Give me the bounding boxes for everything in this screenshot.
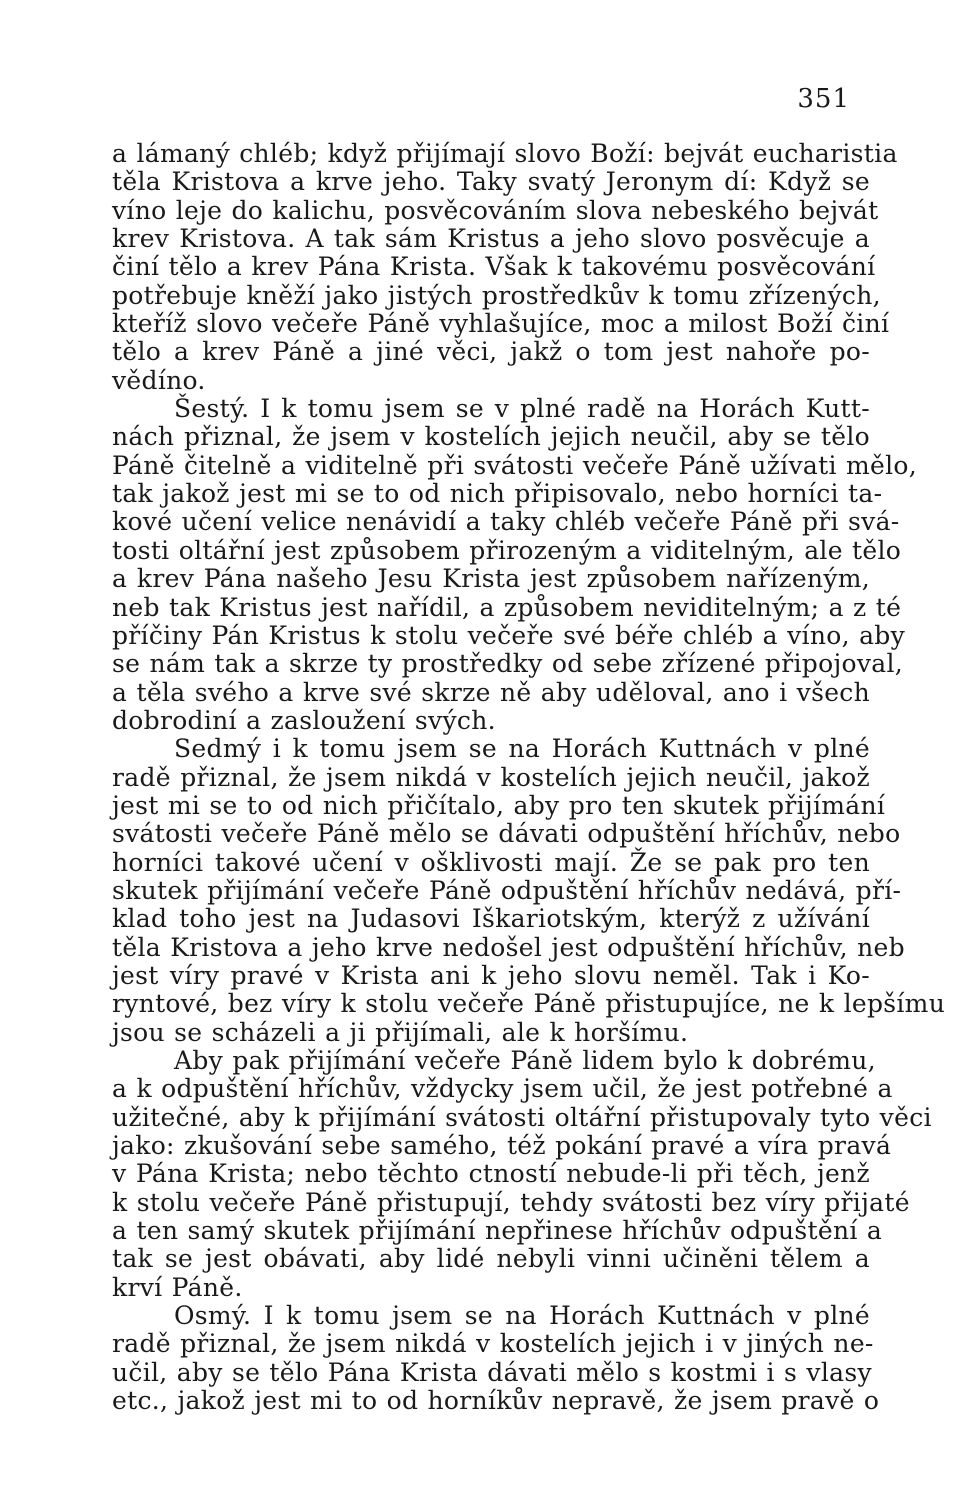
text-line: užitečné, aby k přijímání svátosti oltářní přistupovaly tyto věci — [112, 1102, 932, 1132]
text-line: jako: zkušování sebe samého, též pokání pravé a víra pravá — [112, 1131, 892, 1161]
text-line: kteříž slovo večeře Páně vyhlašujíce, moc a milost Boží činí — [112, 309, 890, 339]
text-line: tak jakož jest mi se to od nich připisovalo, nebo horníci ta- — [112, 479, 883, 509]
text-line: těla Kristova a jeho krve nedošel jest odpuštění hříchův, neb — [112, 932, 905, 962]
text-line: a lámaný chléb; když přijímají slovo Boží: bejvát eucharistia — [112, 139, 898, 168]
text-line: radě přiznal, že jsem nikdá v kostelích jejich neučil, jakož — [112, 762, 870, 792]
text-line: kové učení velice nenávidí a taky chléb večeře Páně při svá- — [112, 507, 900, 537]
text-line: těla Kristova a krve jeho. Taky svatý Jeronym dí: Když se — [112, 167, 870, 197]
text-line: dobrodiní a zasloužení svých. — [112, 705, 496, 735]
text-line: a krev Pána našeho Jesu Krista jest způsobem nařízeným, — [112, 564, 870, 594]
text-line: a k odpuštění hříchův, vždycky jsem učil, že jest potřebné a — [112, 1074, 893, 1104]
text-line: v Pána Krista; nebo těchto ctností nebude-li při těch, jenž — [112, 1159, 870, 1189]
text-line: Osmý. I k tomu jsem se na Horách Kuttnách v plné — [174, 1301, 870, 1331]
body-text — [112, 139, 946, 1416]
text-line: učil, aby se tělo Pána Krista dávati mělo s kostmi i s vlasy — [112, 1357, 872, 1387]
text-line: tak se jest obávati, aby lidé nebyli vinni učiněni tělem a — [112, 1244, 870, 1274]
text-line: příčiny Pán Kristus k stolu večeře své béře chléb a víno, aby — [112, 620, 905, 650]
text-line: klad toho jest na Judasovi Iškariotským, kterýž z užívání — [112, 904, 870, 934]
text-line: k stolu večeře Páně přistupují, tehdy svátosti bez víry přijaté — [112, 1187, 910, 1217]
text-line: jest mi se to od nich přičítalo, aby pro ten skutek přijímání — [112, 790, 886, 820]
text-line: činí tělo a krev Pána Krista. Však k takovému posvěcování — [112, 252, 876, 282]
text-line: vědíno. — [112, 365, 206, 395]
text-line: víno leje do kalichu, posvěcováním slova nebeského bejvát — [112, 195, 879, 225]
text-line: radě přiznal, že jsem nikdá v kostelích jejich i v jiných ne- — [112, 1329, 874, 1359]
text-line: jsou se scházeli a ji přijímali, ale k horšímu. — [112, 1017, 689, 1047]
text-line: krev Kristova. A tak sám Kristus a jeho slovo posvěcuje a — [112, 224, 870, 254]
page-number: 351 — [797, 84, 850, 114]
text-line: se nám tak a skrze ty prostředky od sebe zřízené připojoval, — [112, 649, 904, 679]
text-line: potřebuje kněží jako jistých prostředkův k tomu zřízených, — [112, 280, 881, 310]
text-line: tosti oltářní jest způsobem přirozeným a viditelným, ale tělo — [112, 535, 902, 565]
text-line: skutek přijímání večeře Páně odpuštění hříchův nedává, pří- — [112, 875, 902, 905]
text-line: ryntové, bez víry k stolu večeře Páně přistupujíce, ne k lepšímu — [112, 989, 946, 1019]
text-line: svátosti večeře Páně mělo se dávati odpuštění hříchův, nebo — [112, 819, 901, 849]
text-line: jest víry pravé v Krista ani k jeho slovu neměl. Tak i Ko- — [112, 960, 870, 990]
text-line: Aby pak přijímání večeře Páně lidem bylo k dobrému, — [174, 1046, 876, 1075]
text-line: Sedmý i k tomu jsem se na Horách Kuttnách v plné — [174, 734, 870, 764]
text-line: etc., jakož jest mi to od horníkův nepravě, že jsem pravě o — [112, 1386, 880, 1416]
text-line: neb tak Kristus jest nařídil, a způsobem neviditelným; a z té — [112, 592, 902, 622]
text-line: Páně čitelně a viditelně při svátosti večeře Páně užívati mělo, — [112, 450, 917, 480]
text-line: nách přiznal, že jsem v kostelích jejich neučil, aby se tělo — [112, 422, 870, 452]
text-line: krví Páně. — [112, 1272, 243, 1302]
text-line: a ten samý skutek přijímání nepřinese hříchův odpuštění a — [112, 1216, 883, 1246]
text-line: horníci takové učení v ošklivosti mají. Že se pak pro ten — [112, 847, 870, 877]
text-line: a těla svého a krve své skrze ně aby uděloval, ano i všech — [112, 677, 870, 707]
text-line: tělo a krev Páně a jiné věci, jakž o tom jest nahoře po- — [112, 337, 870, 367]
text-line: Šestý. I k tomu jsem se v plné radě na Horách Kutt- — [174, 394, 870, 424]
